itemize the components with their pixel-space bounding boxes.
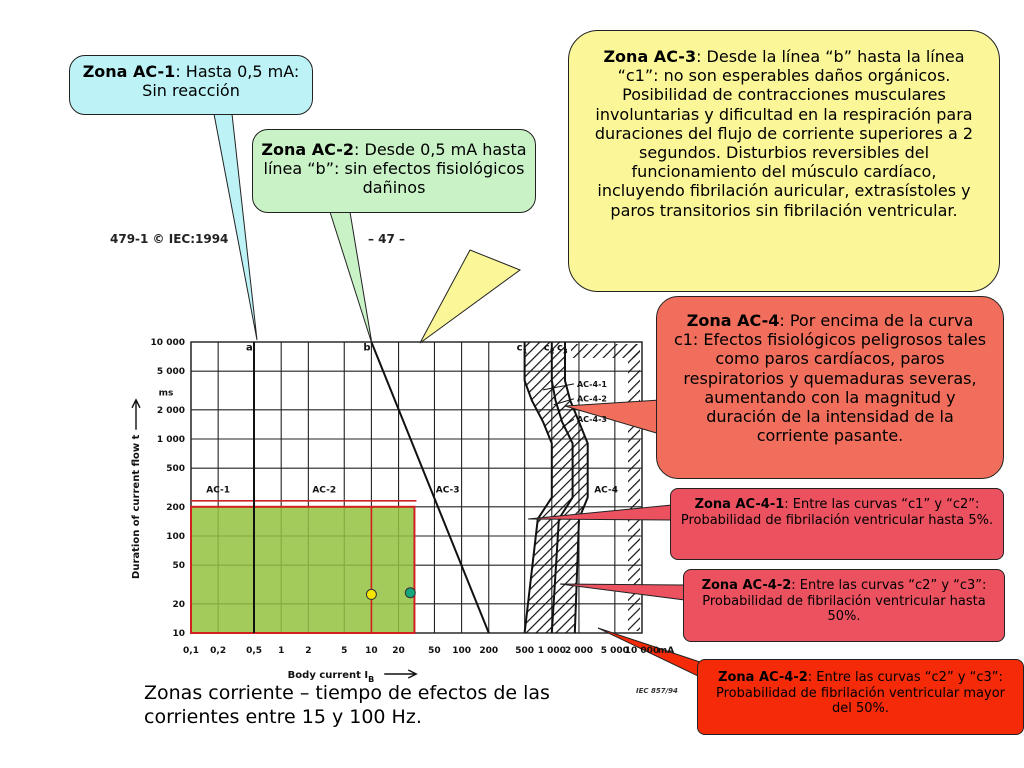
- callout-zona-ac3: [568, 30, 1000, 292]
- y-tick-label: 1 000: [156, 435, 185, 445]
- x-tick-label: 1 000: [537, 646, 566, 656]
- subzone-label: AC-4-1: [576, 379, 607, 389]
- zone-label: AC-1: [206, 485, 231, 496]
- callout-title: Zona AC-4-2: [701, 578, 792, 593]
- highlight-region: [191, 501, 416, 633]
- green-highlight-area: [191, 507, 414, 633]
- callout-zona-ac4-2: [683, 569, 1005, 642]
- callout-title: Zona AC-3: [603, 47, 697, 66]
- x-tick-label: 10: [365, 646, 378, 656]
- callout-text: : Entre las curvas “c1” y “c2”: Probabilidad de fibrilación ventricular hasta 5%.: [680, 497, 994, 528]
- y-tick-label: 100: [166, 532, 185, 542]
- teal-point: [405, 588, 415, 598]
- curve-label-sub: 3: [562, 347, 568, 356]
- callout-text: : Hasta 0,5 mA: Sin reacción: [142, 62, 300, 101]
- x-tick-label: 5 000: [600, 646, 629, 656]
- figure-caption: Zonas corriente – tiempo de efectos de las corrientes entre 15 y 100 Hz.: [144, 682, 550, 728]
- subzone-label: AC-4-3: [576, 415, 607, 425]
- y-unit-label: ms: [158, 388, 174, 399]
- subzone-label: AC-4-2: [576, 394, 607, 404]
- y-tick-label: 10 000: [150, 338, 185, 348]
- y-tick-label: 20: [172, 599, 185, 610]
- curve-label-sub: 2: [549, 347, 555, 356]
- iec-mark: IEC 857/94: [636, 687, 678, 695]
- curve-label: $c_2$: [543, 342, 555, 356]
- x-tick-label: 2: [305, 646, 312, 656]
- callout-title: Zona AC-4-2: [718, 670, 808, 685]
- y-tick-label: 5 000: [156, 367, 185, 378]
- x-tick-label: 100: [452, 646, 471, 656]
- pointer-ac1: [214, 114, 257, 340]
- x-tick-label: 10 000: [624, 646, 660, 656]
- callout-zona-ac4-1: [670, 488, 1004, 560]
- x-tick-label: 2 000: [564, 646, 594, 656]
- callout-zona-ac4: [656, 296, 1004, 479]
- x-axis-arrow: [384, 670, 416, 678]
- x-unit-label: mA: [657, 646, 675, 656]
- x-tick-label: 1: [278, 646, 285, 656]
- x-axis-title: Body current $I_B$: [287, 670, 375, 684]
- callout-text: : Entre las curvas “c2” y “c3”: Probabilidad de fibrilación ventricular mayor del 50%.: [715, 670, 1006, 717]
- curve-label: b: [363, 342, 371, 354]
- y-tick-label: 2 000: [156, 405, 185, 416]
- x-tick-label: 5: [341, 646, 348, 656]
- x-tick-label: 500: [515, 646, 535, 656]
- document-reference: 479-1 © IEC:1994: [110, 232, 229, 246]
- x-axis-subscript: B: [368, 675, 375, 684]
- y-axis-arrow: [132, 400, 140, 430]
- callout-title: Zona AC-1: [82, 62, 176, 81]
- callout-zona-ac2: [252, 129, 536, 213]
- y-tick-label: 200: [166, 502, 185, 513]
- y-tick-label: 10: [172, 629, 185, 639]
- callout-text: : Desde 0,5 mA hasta línea “b”: sin efectos fisiológicos dañinos: [263, 140, 527, 198]
- zone-label: AC-2: [312, 485, 337, 496]
- zone-label: AC-4: [594, 485, 618, 496]
- y-axis-title: Duration of current flow t: [131, 434, 142, 579]
- y-tick-label: 500: [166, 464, 185, 475]
- y-tick-label: 50: [172, 561, 185, 572]
- x-tick-label: 200: [479, 646, 499, 656]
- zone-label: AC-3: [435, 485, 460, 496]
- callout-title: Zona AC-2: [261, 140, 355, 159]
- curve-label: $c_3$: [556, 342, 568, 356]
- callout-zona-ac1: [69, 55, 313, 115]
- x-tick-label: 20: [392, 646, 405, 656]
- x-tick-label: 50: [428, 646, 441, 656]
- callout-title: Zona AC-4-1: [694, 497, 785, 512]
- yellow-point: [366, 589, 376, 599]
- callout-text: : Desde la línea “b” hasta la línea “c1”: no son esperables daños orgánicos. Posibilidad de contracciones musculares involuntarias y dificultad en la respiración para duraciones del flujo de corriente superiores a 2 segundos. Disturbios reversibles del funcionamiento del músculo cardíaco, incluyendo fibrilación auricular, extrasístoles y paros transitorios sin fibrilación ventricular.: [594, 47, 974, 220]
- pointer-ac3: [420, 250, 520, 343]
- page-number: – 47 –: [368, 232, 406, 246]
- callout-text: : Por encima de la curva c1: Efectos fisiológicos peligrosos tales como paros cardíacos, paros respiratorios y quemaduras severas, aumentando con la magnitud y duración de la intensidad de la corriente pasante.: [673, 311, 987, 446]
- x-tick-label: 0,5: [246, 646, 263, 656]
- pointer-ac2: [330, 212, 372, 344]
- x-tick-label: 0,2: [210, 646, 227, 656]
- callout-title: Zona AC-4: [686, 311, 780, 330]
- curve-label: a: [246, 342, 253, 354]
- callout-zona-ac4-2-high: [697, 659, 1024, 735]
- curve-label: $c_1$: [516, 342, 528, 356]
- callout-text: : Entre las curvas “c2” y “c3”: Probabilidad de fibrilación ventricular hasta 50%.: [702, 578, 987, 625]
- x-tick-label: 0,1: [183, 646, 199, 656]
- curve-label-sub: 1: [522, 347, 528, 356]
